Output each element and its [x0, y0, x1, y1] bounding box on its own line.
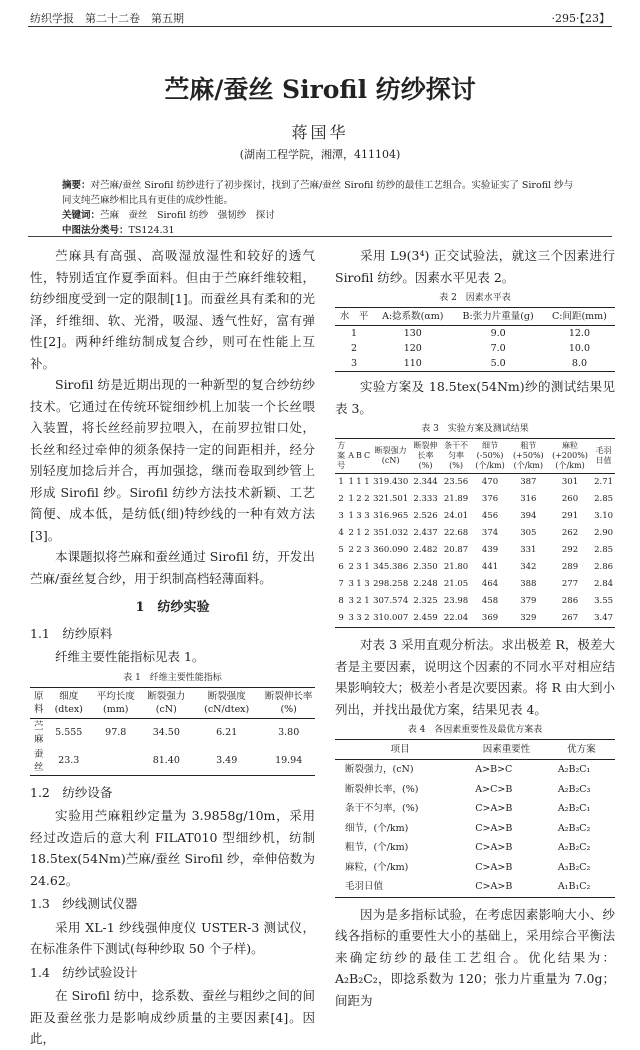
table-3-header: C	[363, 439, 371, 474]
table-4-cell: C>A>B	[475, 803, 513, 814]
intro-paragraph-3: 本课题拟将苎麻和蚕丝通过 Sirofil 纺，开发出苎麻/蚕丝复合纱，用于织制高档轻薄面料。	[30, 549, 315, 586]
author: 蒋国华	[291, 123, 349, 142]
table-2-header: 水 平	[335, 308, 373, 326]
right-paragraph-2: 实验方案及 18.5tex(54Nm)纱的测试结果见表 3。	[335, 379, 615, 416]
table-3-cell: 342	[520, 562, 537, 572]
table-2-cell: 10.0	[568, 343, 590, 354]
table-row	[335, 799, 615, 819]
table-3-cell: 2.482	[413, 545, 438, 555]
table-2-cell: 3	[335, 356, 373, 372]
table-3-header: A	[347, 439, 355, 474]
table-3-cell: 345.386	[373, 562, 409, 572]
subsection-1-3: 1.3 纱线测试仪器	[30, 896, 138, 911]
table-3-cell: 2	[356, 596, 362, 606]
table-row	[335, 760, 615, 780]
table-3-cell: 2	[348, 528, 354, 538]
subsection-1-4: 1.4 纺纱试验设计	[30, 964, 138, 980]
table-1-cell: 5.555	[55, 727, 83, 738]
table-3-cell: 2	[364, 494, 370, 504]
table-row	[335, 576, 615, 593]
table-3-cell: 464	[481, 579, 499, 589]
table-3-cell: 3	[356, 562, 362, 572]
table-4-cell: A₁B₁C₂	[548, 877, 615, 897]
table-3-cell: 267	[548, 610, 592, 628]
table-1-cell: 苎麻	[34, 720, 44, 745]
table-1-cell: 蚕丝	[30, 747, 48, 776]
right-paragraph-4: 因为是多指标试验，在考虑因素影响大小、纱线各指标的重要性大小的基础上，采用综合平衡法来确定纺纱的最佳工艺组合。优化结果为：A₂B₂C₂，即捻系数为 120；张力片重量为 7.0g；间距为	[335, 906, 615, 1008]
table-1-cell	[90, 747, 142, 776]
table-3-cell: 1	[364, 596, 370, 606]
table-3-cell: 22.04	[441, 610, 472, 628]
table-1-cell: 19.94	[262, 747, 315, 776]
table-4-cell: C>A>B	[475, 861, 513, 873]
table-4-cell: 粗节，(个/km)	[345, 842, 409, 853]
table-row	[335, 819, 615, 839]
table-1-header: 平均长度(mm)	[90, 687, 142, 718]
table-3-cell: 305	[520, 528, 537, 538]
table-3-cell: 2.84	[594, 579, 614, 589]
right-column	[335, 245, 615, 1011]
table-3-cell: 2.333	[413, 494, 438, 504]
table-4-cell: C>A>B	[465, 877, 548, 897]
table-2-cell: 2	[351, 343, 358, 354]
table-3-cell: 23.98	[443, 596, 469, 606]
table-3-cell: 3	[348, 579, 354, 589]
table-3-cell: 2	[356, 494, 362, 504]
table-row	[335, 326, 615, 342]
table-1-cell: 3.49	[191, 747, 262, 776]
table-4-header: 因素重要性	[465, 740, 548, 760]
table-3-cell: 1	[348, 511, 354, 521]
table-4-cell: A>C>B	[475, 783, 513, 795]
table-3-cell: 2	[363, 610, 371, 628]
table-3-cell: 2	[356, 545, 362, 555]
table-2-cell: 1	[351, 328, 358, 339]
table-2-cell: 120	[403, 343, 422, 354]
table-3-cell: 4	[338, 528, 344, 538]
journal-name: 纺织学报 第二十二卷 第五期	[30, 12, 184, 25]
table-4-header: 项目	[335, 740, 465, 760]
table-2-cell: 110	[373, 356, 452, 372]
table-3-cell: 2.459	[410, 610, 441, 628]
table-4-cell: A₂B₂C₃	[557, 783, 591, 795]
table-2-header: C:间距(mm)	[544, 308, 615, 326]
table-3-cell: 286	[561, 596, 579, 606]
table-2-cell: 5.0	[452, 356, 543, 372]
table-4-cell: A₂B₂C₁	[557, 764, 591, 775]
table-3-cell: 1	[348, 477, 354, 487]
abstract-block	[62, 178, 578, 238]
subsection-1-4-text: 在 Sirofil 纺中，捻系数、蚕丝与粗纱之间的间距及蚕丝张力是影响成纱质量的主要因素[4]。因此，	[30, 988, 315, 1046]
table-3-cell: 3	[356, 511, 362, 521]
table-3-cell: 22.68	[443, 528, 469, 538]
table-row	[335, 341, 615, 356]
table-row	[335, 559, 615, 576]
table-row	[30, 747, 315, 776]
table-3-cell: 289	[561, 562, 579, 572]
table-1-cell: 97.8	[105, 727, 127, 738]
table-2-cell: 130	[403, 328, 422, 339]
table-row	[335, 858, 615, 878]
table-3-cell: 376	[481, 494, 499, 504]
table-3-cell: 9	[335, 610, 347, 628]
table-3-cell: 374	[481, 528, 499, 538]
table-2-cell: 12.0	[568, 328, 590, 339]
running-header	[30, 10, 610, 26]
table-3-cell: 2.344	[413, 477, 438, 487]
table-3-cell: 5	[338, 545, 344, 555]
table-4-cell: C>A>B	[475, 822, 513, 834]
table-1-header: 原料	[30, 687, 48, 718]
table-2-caption: 表 2 因素水平表	[439, 293, 511, 303]
table-3-cell: 456	[481, 511, 499, 521]
table-3-cell: 441	[481, 562, 499, 572]
table-4-cell: 断裂强力，(cN)	[345, 764, 414, 775]
table-4-cell: 断裂伸长率，(%)	[345, 783, 419, 795]
table-3-cell: 316.965	[373, 511, 409, 521]
left-column	[30, 245, 315, 1050]
table-1-header: 断裂强度(cN/dtex)	[191, 687, 262, 718]
table-3-cell: 1	[348, 494, 354, 504]
table-3-cell: 1	[364, 562, 370, 572]
header-rule	[28, 26, 612, 27]
table-3-cell: 2.526	[413, 511, 438, 521]
table-3-cell: 1	[338, 477, 344, 487]
right-paragraph-1: 采用 L9(3⁴) 正交试验法，就这三个因素进行 Sirofil 纺纱。因素水平见表 2。	[335, 248, 615, 285]
table-3-cell: 1	[356, 477, 362, 487]
table-3-cell: 3	[355, 610, 363, 628]
table-row	[335, 491, 615, 508]
table-3-cell: 7	[338, 579, 344, 589]
table-3-header: 断裂伸长率(%)	[410, 439, 441, 474]
table-3-cell: 292	[561, 545, 579, 555]
table-3-cell: 2	[338, 494, 344, 504]
table-3-header: 麻粒(+200%)(个/km)	[548, 439, 592, 474]
table-4-cell: 条干不匀率，(%)	[345, 803, 419, 814]
table-3-cell: 2.86	[594, 562, 614, 572]
table-row	[335, 610, 615, 628]
abstract: 摘要：对苎麻/蚕丝 Sirofil 纺纱进行了初步探讨，找到了苎麻/蚕丝 Sirofil 纺纱的最佳工艺组合。实验证实了 Sirofil 纱与同支纯苎麻纱相比具有更佳的成纱性能。	[62, 180, 574, 206]
table-3-cell: 298.258	[373, 579, 409, 589]
table-4-cell: 毛羽日值	[335, 877, 465, 897]
table-3-cell: 2	[348, 562, 354, 572]
table-3-cell: 3	[347, 610, 355, 628]
table-1-header: 断裂伸长率(%)	[262, 687, 315, 718]
table-1-cell: 23.3	[48, 747, 90, 776]
table-3-cell: 1	[356, 579, 362, 589]
table-4-caption: 表 4 各因素重要性及最优方案表	[407, 725, 543, 735]
table-3-header: 断裂强力(cN)	[371, 439, 410, 474]
table-3-cell: 331	[520, 545, 537, 555]
table-3-cell: 8	[338, 596, 344, 606]
table-4-cell: A>B>C	[475, 764, 513, 775]
section-heading: 1 纺纱实验	[135, 600, 210, 615]
paper-title: 苎麻/蚕丝 Sirofil 纺纱探讨	[164, 75, 476, 104]
table-2-header: A:捻系数(αm)	[373, 308, 452, 326]
table-3-header: 条干不匀率(%)	[441, 439, 472, 474]
table-row	[335, 593, 615, 610]
table-2-cell: 8.0	[544, 356, 615, 372]
table-3-cell: 307.574	[373, 596, 409, 606]
table-4-cell: C>A>B	[475, 842, 513, 853]
intro-paragraph-2: Sirofil 纺是近期出现的一种新型的复合纱纺纱技术。它通过在传统环锭细纱机上加装一个长丝喂入装置，将长丝经前罗拉喂入，在前罗拉钳口处，长丝和经过牵伸的须条保持一定的间距相并，经分别轻度加捻后并合，再加强捻，继而卷取到纱管上形成 Sirofil 纱。Sirofil 纺纱方法技术新颖、工艺简便、成本低，是纺低(细)特纱线的一种有效方法[3]。	[30, 377, 315, 543]
table-3-cell: 470	[481, 477, 499, 487]
table-3-cell: 260	[561, 494, 579, 504]
table-3-cell: 2.85	[594, 545, 614, 555]
table-3-cell: 369	[471, 610, 508, 628]
right-paragraph-3: 对表 3 采用直观分析法。求出极差 R，极差大者是主要因素，说明这个因素的不同水平对相应结果影响较大；极差小者是次要因素。将 R 由大到小列出，并找出最优方案，结果见表 4。	[335, 637, 615, 717]
table-3-cell: 3	[364, 545, 370, 555]
table-3-header: 细节(-50%)(个/km)	[471, 439, 508, 474]
table-2-cell: 9.0	[490, 328, 506, 339]
table-3-cell: 20.87	[443, 545, 469, 555]
table-3-cell: 310.007	[371, 610, 410, 628]
affiliation: (湖南工程学院，湘潭，411104)	[239, 148, 401, 161]
table-4-cell: A₂B₃C₂	[557, 822, 591, 834]
abstract-rule	[28, 236, 612, 237]
table-3-header: 方案号	[335, 439, 347, 474]
table-4-cell: 麻粒，(个/km)	[345, 861, 409, 873]
table-row	[335, 780, 615, 800]
table-3-cell: 21.80	[443, 562, 469, 572]
table-3-cell: 24.01	[443, 511, 469, 521]
table-3-cell: 2.90	[594, 528, 614, 538]
table-2-header: B:张力片重量(g)	[452, 308, 543, 326]
table-3-header: 毛羽日值	[592, 439, 615, 474]
table-4-header: 优方案	[548, 740, 615, 760]
table-3-cell: 2.350	[413, 562, 438, 572]
table-3-cell: 321.501	[373, 494, 409, 504]
table-3-cell: 3	[348, 596, 354, 606]
table-1-cell: 3.80	[278, 727, 300, 738]
table-3-cell: 1	[364, 477, 370, 487]
table-3-cell: 3.47	[592, 610, 615, 628]
table-3-cell: 3	[364, 511, 370, 521]
table-3-cell: 3.10	[594, 511, 614, 521]
table-3-header: B	[355, 439, 363, 474]
table-row	[335, 542, 615, 559]
keywords: 关键词：苎麻 蚕丝 Sirofil 纺纱 强韧纱 探讨	[62, 210, 275, 221]
table-3-header: 粗节(+50%)(个/km)	[509, 439, 548, 474]
table-3-cell: 360.090	[373, 545, 409, 555]
table-3-cell: 458	[481, 596, 499, 606]
table-row	[335, 508, 615, 525]
table-1-caption: 表 1 纤维主要性能指标	[123, 672, 222, 683]
table-row	[335, 525, 615, 542]
table-1-header: 细度(dtex)	[48, 687, 90, 718]
table-2-cell: 7.0	[490, 343, 506, 354]
table-3-cell: 21.05	[443, 579, 469, 589]
table-3-cell: 277	[561, 579, 579, 589]
page-number: ·295·【23】	[551, 12, 610, 25]
table-4-cell: A₂B₂C₂	[557, 842, 591, 853]
table-3-cell: 2.71	[594, 477, 614, 487]
table-3-cell: 1	[356, 528, 362, 538]
table-3-cell: 3.55	[594, 596, 614, 606]
table-3-cell: 319.430	[373, 477, 409, 487]
table-3-cell: 2.325	[413, 596, 438, 606]
table-3-cell: 6	[338, 562, 344, 572]
table-3-cell: 23.56	[443, 477, 469, 487]
table-1-cell: 34.50	[152, 727, 180, 738]
table-1	[30, 687, 315, 776]
table-3-cell: 329	[509, 610, 548, 628]
table-4-cell: 细节，(个/km)	[345, 822, 409, 834]
table-1-cell: 6.21	[216, 727, 238, 738]
table-3-cell: 316	[520, 494, 537, 504]
table-3-cell: 2.437	[413, 528, 438, 538]
classification: 中图法分类号：TS124.31	[62, 225, 175, 236]
table-4-cell: A₂B₂C₁	[557, 803, 591, 814]
table-3-cell: 379	[520, 596, 537, 606]
table-row	[335, 877, 615, 897]
table-3-cell: 351.032	[373, 528, 409, 538]
table-3-cell: 21.89	[443, 494, 469, 504]
table-3-cell: 291	[561, 511, 579, 521]
table-3-cell: 439	[481, 545, 499, 555]
table-1-cell: 81.40	[142, 747, 191, 776]
table-3-cell: 2	[364, 528, 370, 538]
table-4-cell: A₃B₂C₂	[557, 861, 591, 873]
intro-paragraph-1: 苎麻具有高强、高吸湿放湿性和较好的透气性，特别适宜作夏季面料。但由于苎麻纤维较粗，纺纱细度受到一定的限制[1]。而蚕丝具有柔和的光泽，纤维细、软、光滑，吸湿、透气性好，富有弹性[2]。两种纤维纺制成复合纱，则可在性能上互补。	[30, 248, 315, 371]
table-1-header: 断裂强力(cN)	[142, 687, 191, 718]
table-3-cell: 3	[338, 511, 344, 521]
table-3-cell: 388	[520, 579, 537, 589]
table-4	[335, 739, 615, 898]
table-3-cell: 3	[364, 579, 370, 589]
subsection-1-1: 1.1 纺纱原料	[30, 625, 113, 641]
subsection-1-2-text: 实验用苎麻粗纱定量为 3.9858g/10m，采用经过改造后的意大利 FILAT010 型细纱机，纺制 18.5tex(54Nm)苎麻/蚕丝 Sirofil 纱，牵伸倍数为 24.62。	[30, 808, 315, 888]
subsection-1-2: 1.2 纺纱设备	[30, 784, 113, 800]
table-row	[335, 474, 615, 492]
table-3-cell: 301	[561, 477, 579, 487]
table-2	[335, 307, 615, 372]
table-3-cell: 2.248	[413, 579, 438, 589]
subsection-1-1-text: 纤维主要性能指标见表 1。	[55, 649, 205, 664]
table-3-cell: 262	[561, 528, 579, 538]
table-3-cell: 394	[520, 511, 537, 521]
table-3-cell: 2	[348, 545, 354, 555]
table-3-cell: 2.85	[594, 494, 614, 504]
table-row	[30, 718, 315, 747]
table-row	[335, 356, 615, 372]
table-3-caption: 表 3 实验方案及测试结果	[421, 424, 529, 434]
table-3	[335, 438, 615, 628]
subsection-1-3-text: 采用 XL-1 纱线强伸度仪 USTER-3 测试仪，在标准条件下测试(每种纱取 50 个子样)。	[30, 919, 315, 956]
table-row	[335, 838, 615, 858]
table-3-cell: 387	[520, 477, 537, 487]
